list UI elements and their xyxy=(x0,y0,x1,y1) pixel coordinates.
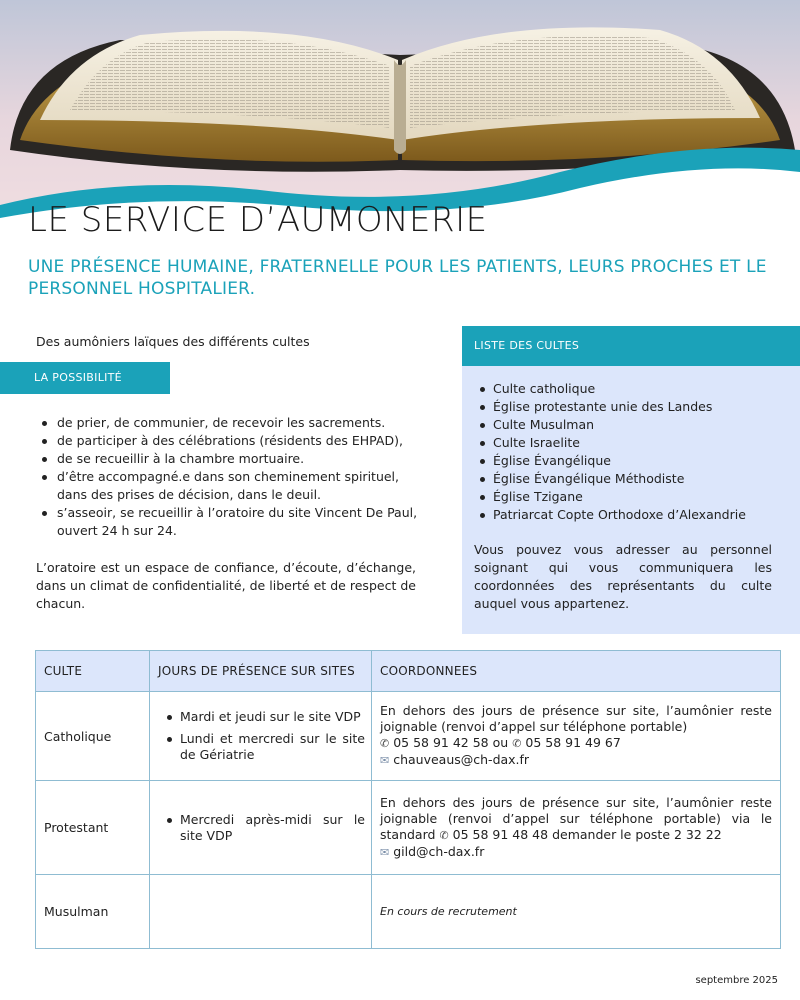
phone-icon: ✆ xyxy=(439,828,449,842)
coordonnees-cell xyxy=(372,692,781,781)
list-item: Culte Musulman xyxy=(476,416,800,434)
cultes-panel xyxy=(462,326,800,634)
section-band-possibilite: LA POSSIBILITÉ xyxy=(0,362,170,394)
panel-title: LISTE DES CULTES xyxy=(462,326,800,366)
mail-icon: ✉ xyxy=(380,754,390,767)
list-item: Lundi et mercredi sur le site de Gériatrie xyxy=(164,731,365,763)
list-item: Patriarcat Copte Orthodoxe d’Alexandrie xyxy=(476,506,800,524)
phone-number[interactable]: 05 58 91 49 67 xyxy=(525,735,621,750)
poste-text: demander le poste 2 32 22 xyxy=(552,826,722,842)
jours-cell xyxy=(150,875,372,949)
coordonnees-cell xyxy=(372,781,781,875)
list-item: de participer à des célébrations (résidents des EHPAD), xyxy=(42,432,422,450)
or-text: ou xyxy=(492,735,509,750)
possibility-list xyxy=(42,414,422,540)
table-row xyxy=(36,781,781,875)
jours-cell xyxy=(150,781,372,875)
coord-text: En dehors des jours de présence sur site, l’aumônier reste joignable (renvoi d’appel sur téléphone portable) via le standard xyxy=(380,794,772,842)
culte-cell: Musulman xyxy=(36,875,150,949)
cultes-list xyxy=(476,380,800,524)
header-coordonnees: COORDONNEES xyxy=(372,651,781,692)
culte-cell: Catholique xyxy=(36,692,150,781)
header-culte: CULTE xyxy=(36,651,150,692)
phone-icon: ✆ xyxy=(380,737,390,750)
list-item: Église Tzigane xyxy=(476,488,800,506)
phone-number[interactable]: 05 58 91 48 48 xyxy=(452,826,549,842)
table-row xyxy=(36,875,781,949)
list-item: Culte Israelite xyxy=(476,434,800,452)
panel-note: Vous pouvez vous adresser au personnel soignant qui vous communiquera les coordonnées des représentants du culte auquel vous appartenez. xyxy=(474,542,772,611)
culte-cell: Protestant xyxy=(36,781,150,875)
header-jours: JOURS DE PRÉSENCE SUR SITES xyxy=(150,651,372,692)
page-subtitle: UNE PRÉSENCE HUMAINE, FRATERNELLE POUR LES PATIENTS, LEURS PROCHES ET LE PERSONNEL HOSPITALIER. xyxy=(28,257,767,299)
mail-icon: ✉ xyxy=(380,845,390,859)
list-item: d’être accompagné.e dans son cheminement spirituel, dans des prises de décision, dans le deuil. xyxy=(42,468,422,504)
email-link[interactable]: chauveaus@ch-dax.fr xyxy=(393,752,530,767)
list-item: Mardi et jeudi sur le site VDP xyxy=(164,709,365,725)
oratoire-paragraph: L’oratoire est un espace de confiance, d’écoute, d’échange, dans un climat de confidentialité, de liberté et de respect de chacun. xyxy=(36,560,416,611)
email-link[interactable]: gild@ch-dax.fr xyxy=(393,843,485,859)
list-item: Mercredi après-midi sur le site VDP xyxy=(164,812,365,844)
coord-text: En dehors des jours de présence sur site, l’aumônier reste joignable (renvoi d’appel sur téléphone portable) xyxy=(380,703,772,734)
page-title: LE SERVICE D’AUMONERIE xyxy=(28,200,488,240)
intro-text: Des aumôniers laïques des différents cultes xyxy=(36,334,310,349)
list-item: Église protestante unie des Landes xyxy=(476,398,800,416)
jours-cell xyxy=(150,692,372,781)
footer-date: septembre 2025 xyxy=(695,975,778,986)
list-item: de prier, de communier, de recevoir les sacrements. xyxy=(42,414,422,432)
table-header-row xyxy=(36,651,781,692)
table-row xyxy=(36,692,781,781)
list-item: Culte catholique xyxy=(476,380,800,398)
phone-icon: ✆ xyxy=(512,737,522,750)
cultes-table xyxy=(35,650,781,949)
list-item: Église Évangélique Méthodiste xyxy=(476,470,800,488)
phone-number[interactable]: 05 58 91 42 58 xyxy=(393,735,489,750)
list-item: de se recueillir à la chambre mortuaire. xyxy=(42,450,422,468)
recruitment-note: En cours de recrutement xyxy=(380,905,517,918)
coordonnees-cell xyxy=(372,875,781,949)
list-item: s’asseoir, se recueillir à l’oratoire du site Vincent De Paul, ouvert 24 h sur 24. xyxy=(42,504,422,540)
list-item: Église Évangélique xyxy=(476,452,800,470)
